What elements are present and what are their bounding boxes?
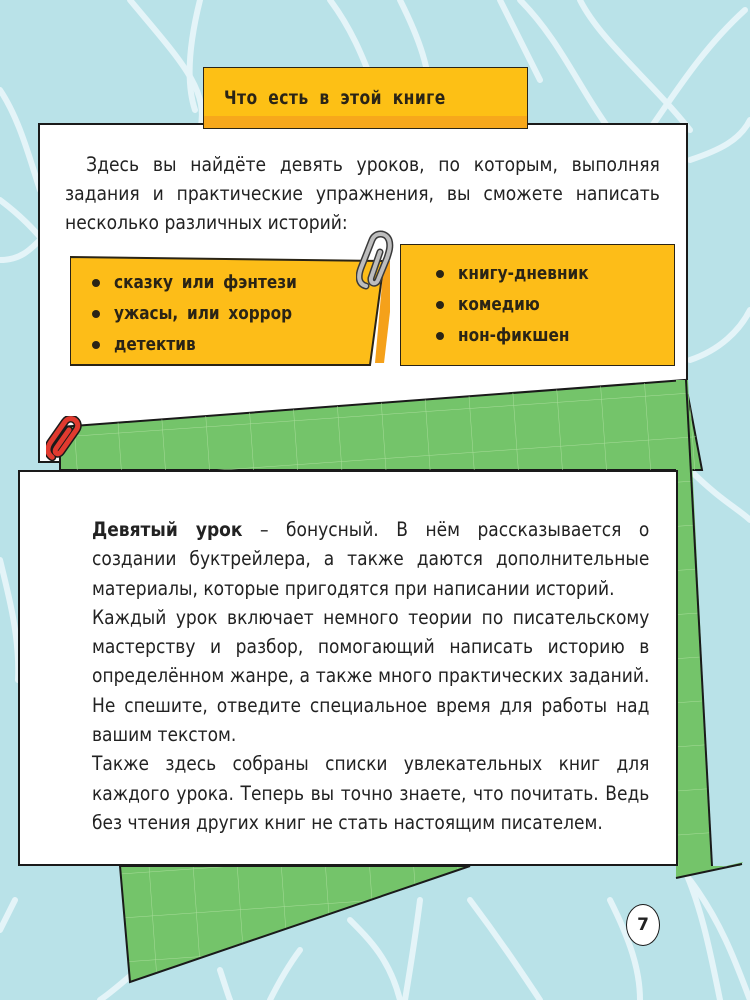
emphasis-ninth-lesson: Девятый урок (92, 518, 243, 541)
paragraph-ninth-lesson: Девятый урок – бонусный. В нём рассказывается о создании буктрейлера, а также даются дополнительные материалы, которые пригодятся при написании историй. (92, 518, 650, 600)
list-item: детектив (92, 329, 329, 360)
list-item: комедию (436, 289, 612, 320)
page-number: 7 (626, 904, 660, 946)
list-item: ужасы, или хоррор (92, 298, 329, 329)
paperclip-icon (46, 416, 98, 470)
body-text (92, 515, 649, 837)
intro-paragraph: Здесь вы найдёте девять уроков, по которым, выполняя задания и практические упражнения, вы сможете написать несколько различных историй: (65, 153, 660, 234)
paragraph-lesson-content: Каждый урок включает немного теории по писательскому мастерству и разбор, помогающий написать историю в определённом жанре, а также много практических заданий. Не спешите, отведите специальное время для работы над вашим текстом. (92, 605, 650, 747)
list-item: нон-фикшен (436, 320, 612, 351)
list-item: книгу-дневник (436, 258, 612, 289)
list-item: сказку или фэнтези (92, 267, 329, 298)
paragraph-reading-lists: Также здесь собраны списки увлекательных книг для каждого урока. Теперь вы точно знаете, что почитать. Ведь без чтения других книг не стать настоящим писателем. (92, 752, 650, 834)
page-title: Что есть в этой книге (224, 87, 446, 109)
